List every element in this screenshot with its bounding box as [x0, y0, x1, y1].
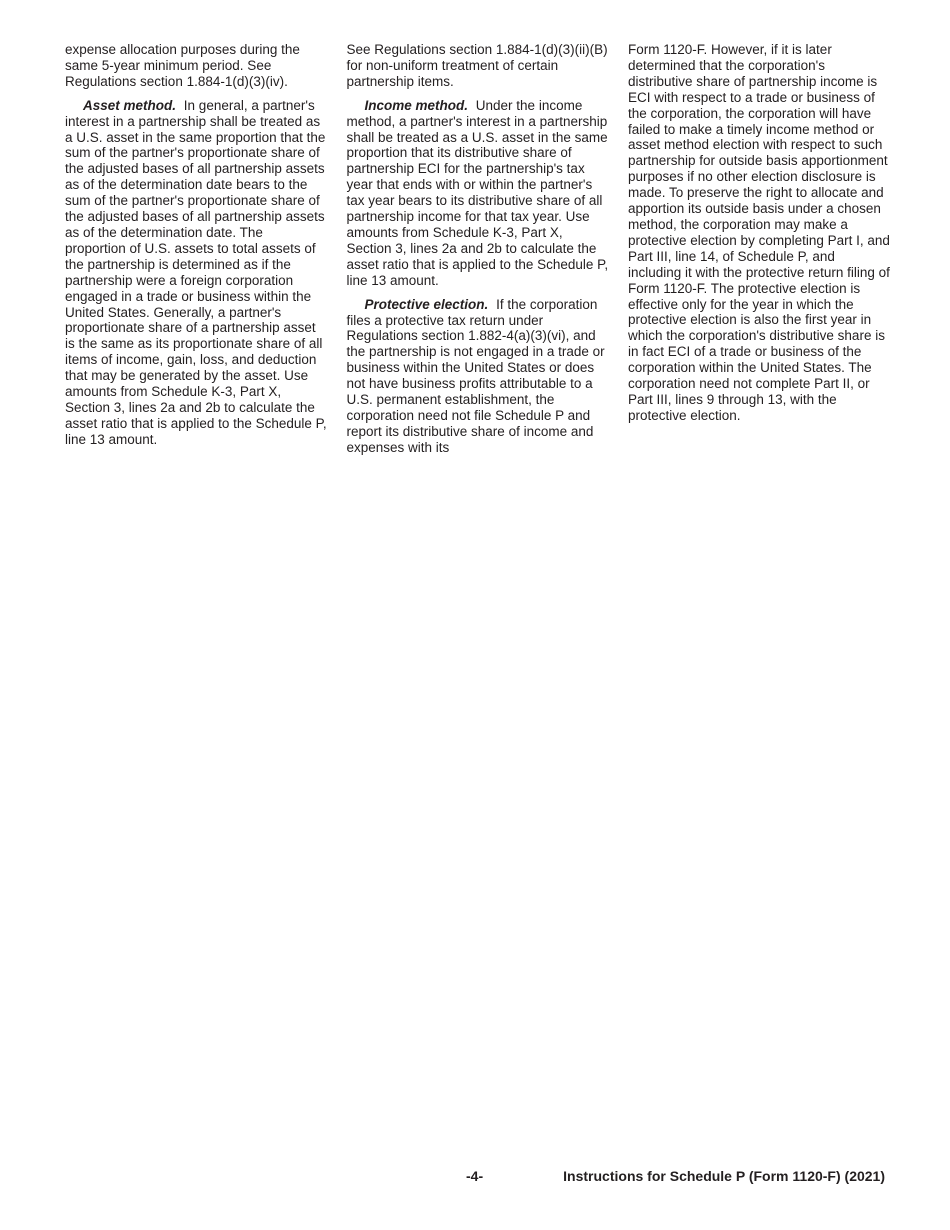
run-in-heading: Income method.: [364, 97, 469, 113]
run-in-heading: Protective election.: [364, 296, 489, 312]
column-1: [65, 42, 327, 464]
paragraph: [628, 42, 890, 424]
paragraph-text: expense allocation purposes during the same 5-year minimum period. See Regulations section 1.884-1(d)(3)(iv).: [65, 42, 300, 89]
paragraph: [65, 42, 327, 90]
paragraph-text: In general, a partner's interest in a partnership shall be treated as a U.S. asset in the same proportion that the sum of the partner's proportionate share of the adjusted bases of all partnership assets as of the determination date bears to the sum of the partner's proportionate share of the adjusted bases of all partnership assets as of the determination date. The proportion of U.S. assets to total assets of the partnership is determined as if the partnership were a foreign corporation engaged in a trade or business within the United States. Generally, a partner's proportionate share of a partnership asset is the same as its proportionate share of all items of income, gain, loss, and deduction that may be generated by the asset. Use amounts from Schedule K-3, Part X, Section 3, lines 2a and 2b to calculate the asset ratio that is applied to the Schedule P, line 13 amount.: [65, 97, 327, 447]
paragraph-text: See Regulations section 1.884-1(d)(3)(ii)(B) for non-uniform treatment of certain partnership items.: [346, 42, 608, 89]
paragraph: [347, 42, 609, 90]
document-title: Instructions for Schedule P (Form 1120-F) (2021): [563, 1168, 885, 1184]
page-footer: [0, 1168, 950, 1188]
paragraph-text: Form 1120-F. However, if it is later determined that the corporation's distributive share of partnership income is ECI with respect to a trade or business of the corporation, the corporation will have failed to make a timely income method or asset method election with respect to such partnership for outside basis apportionment purposes if no other election disclosure is made. To preserve the right to allocate and apportion its outside basis under a chosen method, the corporation may make a protective election by completing Part I, and Part III, line 14, of Schedule P, and including it with the protective return filing of Form 1120-F. The protective election is effective only for the year in which the protective election is also the first year in which the corporation's distributive share is in fact ECI of a trade or business of the corporation within the United States. The corporation need not complete Part II, or Part III, lines 9 through 13, with the protective election.: [628, 42, 890, 423]
run-in-heading: Asset method.: [83, 97, 177, 113]
paragraph: [347, 297, 609, 456]
column-3: [628, 42, 890, 464]
paragraph-text: If the corporation files a protective tax return under Regulations section 1.882-4(a)(3)(vi), and the partnership is not engaged in a trade or business within the United States or does not have business profits attributable to a U.S. permanent establishment, the corporation need not file Schedule P and report its distributive share of income and expenses with its: [346, 296, 605, 455]
paragraph: [347, 98, 609, 289]
paragraph: [65, 98, 327, 448]
paragraph-text: Under the income method, a partner's interest in a partnership shall be treated as a U.S. asset in the same proportion that its distributive share of partnership ECI for the partnership's tax year that ends with or within the partner's tax year bears to its distributive share of all partnership income for that tax year. Use amounts from Schedule K-3, Part X, Section 3, lines 2a and 2b to calculate the asset ratio that is applied to the Schedule P, line 13 amount.: [346, 97, 609, 288]
column-2: [347, 42, 609, 464]
text-columns: [65, 42, 890, 464]
page-number: -4-: [466, 1168, 484, 1184]
